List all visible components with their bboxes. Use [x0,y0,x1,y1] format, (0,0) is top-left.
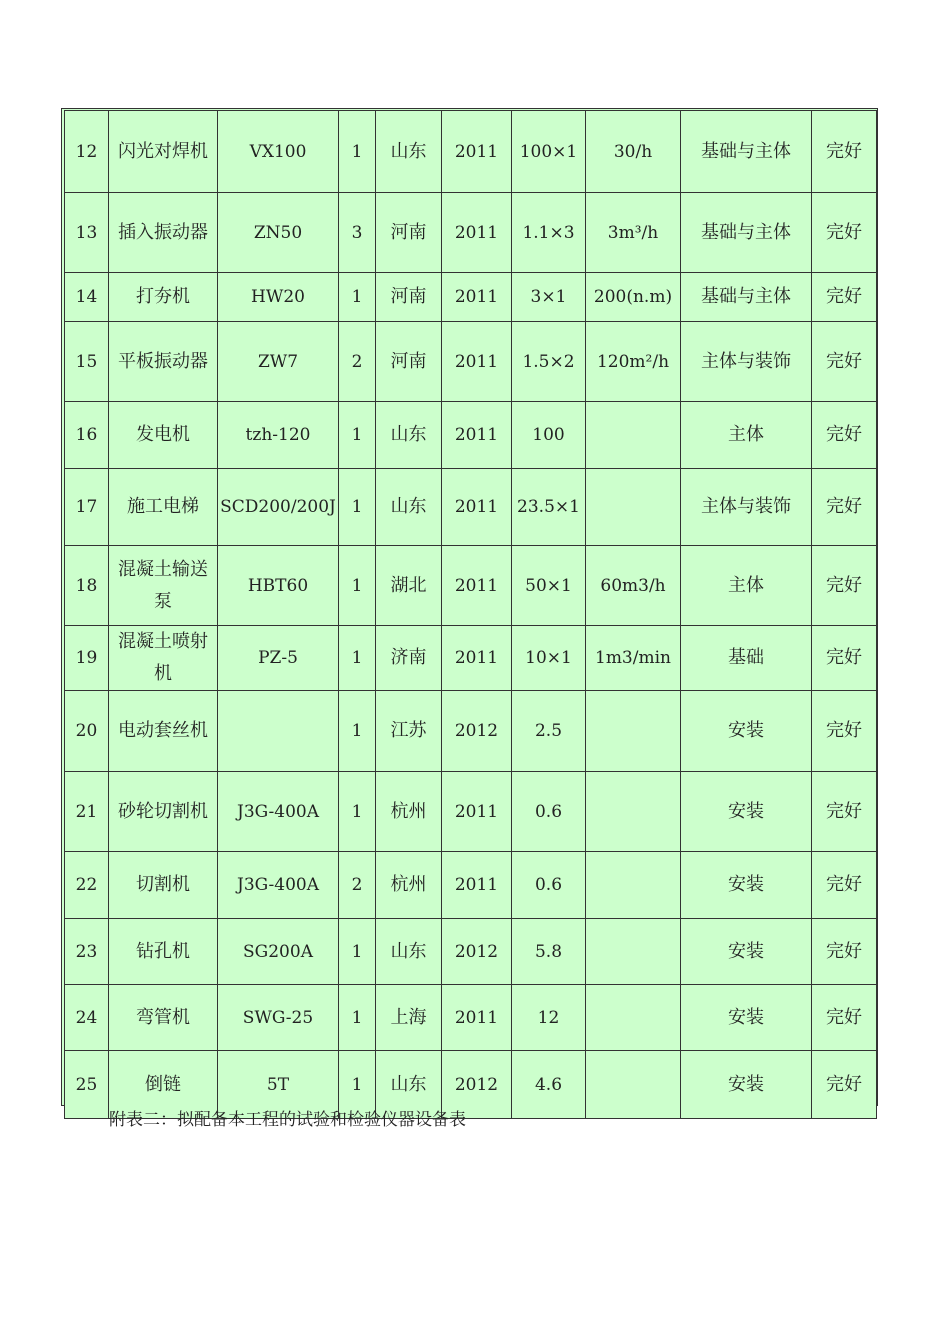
cell-year: 2012 [442,691,512,772]
cell-capacity [586,919,681,985]
cell-qty: 1 [339,772,376,852]
appendix-caption: 附表二：拟配备本工程的试验和检验仪器设备表 [109,1110,466,1130]
cell-condition: 完好 [812,546,877,626]
cell-capacity [586,772,681,852]
cell-capacity: 120m²/h [586,322,681,402]
cell-no: 22 [65,852,109,919]
cell-no: 23 [65,919,109,985]
cell-qty: 1 [339,1051,376,1119]
cell-capacity: 60m3/h [586,546,681,626]
cell-model: SCD200/200J [218,469,339,546]
cell-origin: 河南 [376,322,442,402]
cell-condition: 完好 [812,626,877,691]
cell-no: 17 [65,469,109,546]
cell-power: 23.5×1 [512,469,586,546]
cell-usage: 主体与装饰 [681,469,812,546]
cell-origin: 河南 [376,273,442,322]
cell-no: 12 [65,111,109,193]
cell-year: 2011 [442,402,512,469]
cell-power: 5.8 [512,919,586,985]
cell-usage: 主体 [681,546,812,626]
cell-power: 12 [512,985,586,1051]
cell-no: 25 [65,1051,109,1119]
cell-year: 2011 [442,111,512,193]
cell-name: 砂轮切割机 [109,772,218,852]
cell-year: 2011 [442,772,512,852]
cell-qty: 1 [339,402,376,469]
cell-qty: 2 [339,852,376,919]
cell-usage: 安装 [681,919,812,985]
table-row [65,469,877,546]
cell-model: 5T [218,1051,339,1119]
cell-origin: 湖北 [376,546,442,626]
table-row [65,273,877,322]
cell-model: PZ-5 [218,626,339,691]
cell-model: ZW7 [218,322,339,402]
cell-model: J3G-400A [218,772,339,852]
cell-usage: 基础与主体 [681,193,812,273]
cell-usage: 安装 [681,1051,812,1119]
cell-name: 打夯机 [109,273,218,322]
cell-power: 10×1 [512,626,586,691]
cell-usage: 基础与主体 [681,111,812,193]
cell-model: J3G-400A [218,852,339,919]
cell-condition: 完好 [812,322,877,402]
cell-usage: 安装 [681,772,812,852]
cell-model [218,691,339,772]
cell-qty: 1 [339,919,376,985]
cell-capacity [586,1051,681,1119]
cell-year: 2011 [442,626,512,691]
cell-usage: 安装 [681,985,812,1051]
cell-name: 平板振动器 [109,322,218,402]
cell-qty: 1 [339,273,376,322]
cell-model: ZN50 [218,193,339,273]
cell-name: 发电机 [109,402,218,469]
cell-power: 100×1 [512,111,586,193]
cell-qty: 3 [339,193,376,273]
cell-capacity [586,985,681,1051]
table-row [65,852,877,919]
cell-condition: 完好 [812,985,877,1051]
cell-origin: 河南 [376,193,442,273]
cell-no: 19 [65,626,109,691]
cell-condition: 完好 [812,691,877,772]
cell-origin: 江苏 [376,691,442,772]
cell-year: 2011 [442,273,512,322]
cell-capacity: 200(n.m) [586,273,681,322]
cell-condition: 完好 [812,402,877,469]
cell-qty: 1 [339,469,376,546]
cell-capacity: 1m3/min [586,626,681,691]
cell-usage: 主体 [681,402,812,469]
cell-model: HBT60 [218,546,339,626]
cell-model: VX100 [218,111,339,193]
cell-usage: 安装 [681,691,812,772]
table-row [65,919,877,985]
cell-condition: 完好 [812,919,877,985]
table-row [65,111,877,193]
cell-year: 2011 [442,852,512,919]
cell-no: 15 [65,322,109,402]
cell-power: 50×1 [512,546,586,626]
cell-name: 混凝土输送泵 [109,546,218,626]
cell-power: 3×1 [512,273,586,322]
cell-usage: 基础与主体 [681,273,812,322]
cell-no: 13 [65,193,109,273]
cell-no: 20 [65,691,109,772]
cell-power: 1.1×3 [512,193,586,273]
cell-power: 0.6 [512,772,586,852]
cell-year: 2011 [442,546,512,626]
cell-capacity [586,469,681,546]
cell-name: 切割机 [109,852,218,919]
cell-name: 施工电梯 [109,469,218,546]
cell-origin: 上海 [376,985,442,1051]
cell-usage: 基础 [681,626,812,691]
cell-power: 0.6 [512,852,586,919]
cell-capacity: 3m³/h [586,193,681,273]
cell-model: SG200A [218,919,339,985]
cell-no: 16 [65,402,109,469]
cell-qty: 2 [339,322,376,402]
cell-name: 弯管机 [109,985,218,1051]
cell-no: 14 [65,273,109,322]
cell-qty: 1 [339,626,376,691]
table-row [65,322,877,402]
cell-name: 混凝土喷射机 [109,626,218,691]
table-row [65,772,877,852]
table-row [65,193,877,273]
table-row [65,546,877,626]
cell-model: SWG-25 [218,985,339,1051]
table-row [65,402,877,469]
cell-origin: 山东 [376,469,442,546]
cell-model: HW20 [218,273,339,322]
cell-origin: 杭州 [376,852,442,919]
cell-origin: 山东 [376,919,442,985]
cell-qty: 1 [339,691,376,772]
cell-usage: 安装 [681,852,812,919]
cell-power: 100 [512,402,586,469]
cell-power: 4.6 [512,1051,586,1119]
cell-condition: 完好 [812,193,877,273]
cell-capacity [586,402,681,469]
cell-year: 2012 [442,919,512,985]
cell-no: 24 [65,985,109,1051]
cell-qty: 1 [339,546,376,626]
cell-no: 21 [65,772,109,852]
cell-year: 2011 [442,193,512,273]
cell-condition: 完好 [812,111,877,193]
cell-name: 电动套丝机 [109,691,218,772]
cell-name: 钻孔机 [109,919,218,985]
cell-power: 2.5 [512,691,586,772]
cell-origin: 山东 [376,1051,442,1119]
cell-origin: 杭州 [376,772,442,852]
cell-qty: 1 [339,985,376,1051]
cell-no: 18 [65,546,109,626]
cell-model: tzh-120 [218,402,339,469]
cell-condition: 完好 [812,772,877,852]
cell-condition: 完好 [812,273,877,322]
table-row [65,691,877,772]
cell-origin: 山东 [376,111,442,193]
equipment-table [64,110,877,1119]
cell-condition: 完好 [812,469,877,546]
table-row [65,985,877,1051]
cell-name: 倒链 [109,1051,218,1119]
cell-condition: 完好 [812,1051,877,1119]
cell-capacity: 30/h [586,111,681,193]
table-row [65,626,877,691]
cell-year: 2011 [442,985,512,1051]
cell-usage: 主体与装饰 [681,322,812,402]
cell-year: 2011 [442,322,512,402]
cell-name: 闪光对焊机 [109,111,218,193]
cell-power: 1.5×2 [512,322,586,402]
cell-capacity [586,852,681,919]
cell-name: 插入振动器 [109,193,218,273]
cell-year: 2011 [442,469,512,546]
cell-origin: 济南 [376,626,442,691]
cell-capacity [586,691,681,772]
cell-origin: 山东 [376,402,442,469]
cell-year: 2012 [442,1051,512,1119]
cell-condition: 完好 [812,852,877,919]
cell-qty: 1 [339,111,376,193]
